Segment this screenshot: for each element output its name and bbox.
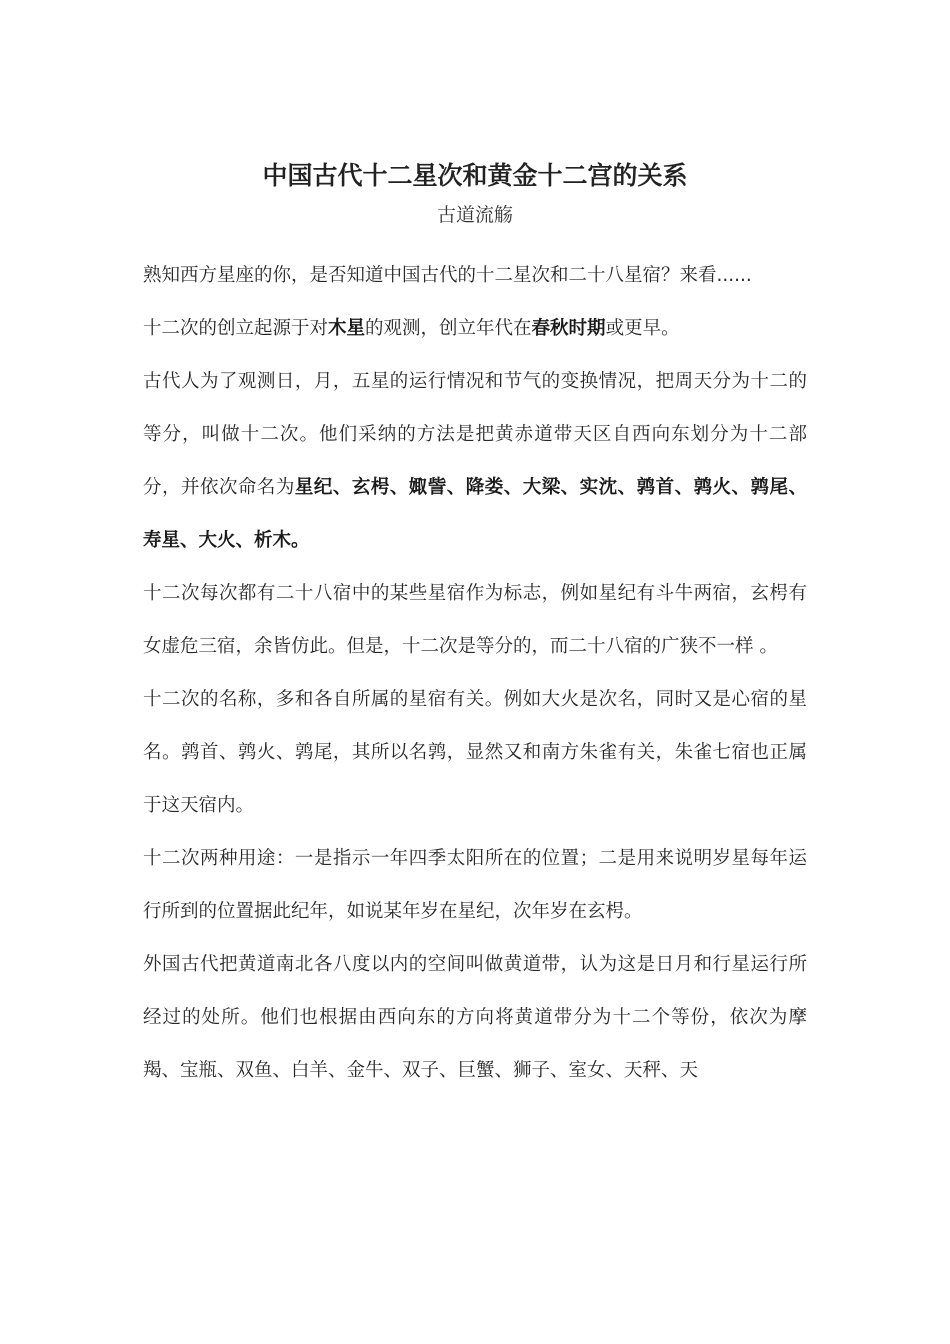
paragraph-text: 或更早。	[605, 318, 680, 339]
paragraph-text: 古代人为了观测日，月，五星的运行情况和节气的变换情况，把周天分为十二的等分，叫做十二次。他们采纳的方法是把黄赤道带天区自西向东划分为十二部分，并依次命名为	[143, 371, 807, 498]
bold-text: 星纪、玄枵、娵訾、降娄、大梁、实沈、鹑首、鹑火、鹑尾、寿星、大火、析木。	[143, 477, 807, 551]
paragraph-uses: 十二次两种用途：一是指示一年四季太阳所在的位置；二是用来说明岁星每年运行所到的位置据此纪年，如说某年岁在星纪，次年岁在玄枵。	[143, 848, 807, 922]
paragraph-text: 的观测，创立年代在	[365, 318, 532, 339]
paragraph-origin	[143, 302, 807, 355]
document-body	[143, 249, 807, 1097]
paragraph-zodiac: 外国古代把黄道南北各八度以内的空间叫做黄道带，认为这是日月和行星运行所经过的处所。他们也根据由西向东的方向将黄道带分为十二个等份，依次为摩羯、宝瓶、双鱼、白羊、金牛、双子、巨蟹、狮子、室女、天秤、天	[143, 954, 807, 1081]
bold-text: 木星	[328, 318, 366, 339]
bold-text: 春秋时期	[531, 318, 606, 339]
paragraph-markers: 十二次每次都有二十八宿中的某些星宿作为标志，例如星纪有斗牛两宿，玄枵有女虚危三宿，余皆仿此。但是，十二次是等分的，而二十八宿的广狭不一样 。	[143, 583, 807, 657]
paragraph-names: 十二次的名称，多和各自所属的星宿有关。例如大火是次名，同时又是心宿的星名。鹑首、鹑火、鹑尾，其所以名鹑，显然又和南方朱雀有关，朱雀七宿也正属于这天宿内。	[143, 689, 807, 816]
paragraph-text: 十二次的创立起源于对	[143, 318, 329, 339]
paragraph-intro: 熟知西方星座的你，是否知道中国古代的十二星次和二十八星宿？来看......	[143, 265, 752, 286]
document-title: 中国古代十二星次和黄金十二宫的关系	[262, 161, 688, 190]
document-author: 古道流觞	[436, 204, 513, 226]
paragraph-division	[143, 355, 807, 567]
